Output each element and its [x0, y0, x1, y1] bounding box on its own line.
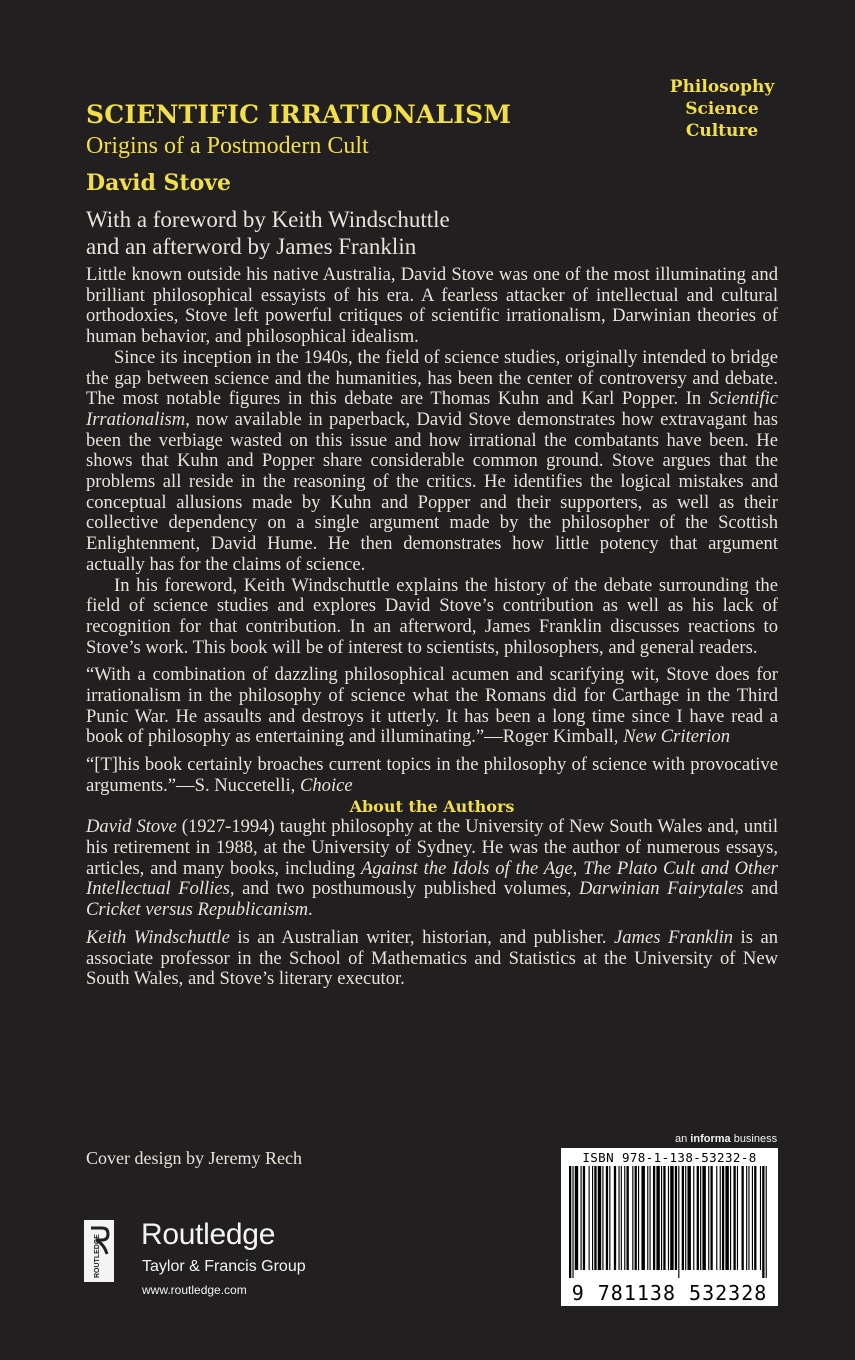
publisher-url: www.routledge.com — [142, 1283, 247, 1297]
review-source-1: New Criterion — [623, 726, 731, 748]
barcode-bar — [742, 1166, 744, 1270]
category-philosophy: Philosophy — [669, 77, 775, 97]
barcode-bar — [609, 1166, 610, 1270]
barcode-bar — [572, 1166, 573, 1278]
barcode-bar — [598, 1166, 601, 1270]
about-authors-heading: About the Authors — [349, 796, 515, 816]
barcode-bar — [678, 1166, 679, 1278]
barcode-bar — [710, 1166, 712, 1270]
barcode-bar — [589, 1166, 590, 1270]
barcode-bar — [602, 1166, 603, 1270]
barcode-bar — [656, 1166, 659, 1270]
barcode-bar — [725, 1166, 728, 1270]
barcode-bar — [606, 1166, 608, 1270]
barcode-bar — [748, 1166, 749, 1270]
logo-vertical-text: ROUTLEDGE — [94, 1234, 101, 1278]
category-science: Science — [685, 99, 759, 119]
foreword-line: With a foreword by Keith Windschuttle — [86, 207, 450, 232]
barcode-bar — [746, 1166, 747, 1270]
barcode-bar — [632, 1166, 633, 1270]
barcode-bar — [592, 1166, 593, 1270]
barcode-bar — [621, 1166, 622, 1270]
publisher-group: Taylor & Francis Group — [142, 1258, 306, 1275]
barcode-bar — [762, 1166, 764, 1278]
barcode-bar — [720, 1166, 721, 1270]
barcode-bar — [722, 1166, 724, 1270]
barcode-bar — [663, 1166, 665, 1270]
informa-tagline: an informa business — [675, 1133, 778, 1145]
about-windschuttle-franklin: Keith Windschuttle is an Australian writer, historian, and publisher. James Franklin is an associate professor in the School of Mathematics and Statistics at the University of New South Wales, and Stove’s literary executor. — [86, 926, 778, 990]
book-title-italic: Scientific Irrationalism — [86, 388, 778, 430]
barcode-bar — [627, 1166, 629, 1270]
barcode-bar — [661, 1166, 662, 1270]
book-title: SCIENTIFIC IRRATIONALISM — [86, 100, 512, 129]
barcode-bar — [675, 1166, 677, 1270]
barcode-bar — [687, 1166, 690, 1270]
barcode-bar — [700, 1166, 701, 1270]
barcode-bar — [716, 1166, 717, 1270]
afterword-line: and an afterword by James Franklin — [86, 234, 417, 259]
isbn-label: ISBN 978-1-138-53232-8 — [582, 1150, 757, 1165]
barcode-bar — [693, 1166, 694, 1270]
barcode-bar — [702, 1166, 705, 1270]
barcode-bar — [581, 1166, 582, 1270]
book-subtitle: Origins of a Postmodern Cult — [86, 133, 369, 159]
barcode-bar — [653, 1166, 655, 1270]
barcode-bar — [583, 1166, 585, 1270]
barcode-bar — [760, 1166, 761, 1270]
subject-categories — [627, 76, 777, 142]
description-paragraph-2: Since its inception in the 1940s, the field of science studies, originally intended to bridge the gap between science and the humanities, has been the center of controversy and debate. The most notable figures in this debate are Thomas Kuhn and Karl Popper. In Scientific Irrationalism, now available in paperback, David Stove demonstrates how extravagant has been the verbiage wasted on this issue and how irrational the combatants have been. He shows that Kuhn and Popper share considerable common ground. Stove argues that the problems all reside in the reasoning of the critics. He identifies the logical mistakes and conceptual allusions made by Kuhn and Popper and their supporters, as well as their collective dependency on a single argument made by the philosopher of the Scottish Enlightenment, David Hume. He then demonstrates how little potency that argument actually has for the claims of science. — [86, 346, 778, 575]
barcode-bar — [737, 1166, 738, 1270]
barcode-bar — [752, 1166, 753, 1270]
barcode-bar — [641, 1166, 644, 1270]
barcode-bar — [635, 1166, 637, 1270]
foreword-credit — [86, 206, 450, 260]
barcode-bar — [697, 1166, 699, 1270]
book-author: David Stove — [86, 170, 232, 196]
review-source-2: Choice — [299, 774, 353, 796]
barcode-bar — [575, 1166, 578, 1270]
barcode-bar — [766, 1166, 767, 1278]
barcode-bar — [647, 1166, 648, 1270]
barcode-bar — [682, 1166, 684, 1270]
category-culture: Culture — [685, 121, 759, 141]
back-cover-text — [86, 265, 778, 990]
barcode-bar — [754, 1166, 756, 1270]
barcode-bar — [670, 1166, 673, 1270]
isbn-barcode — [561, 1148, 778, 1306]
publisher-name: Routledge — [141, 1218, 276, 1251]
barcode-bar — [614, 1166, 616, 1270]
barcode-bar — [594, 1166, 596, 1270]
description-paragraph-3: In his foreword, Keith Windschuttle explains the history of the debate surrounding the field of science studies and explores David Stove’s contribution as well as his lack of recognition for that contribution. In an afterword, James Franklin discusses reactions to Stove’s work. This book will be of interest to scientists, philosophers, and general readers. — [86, 574, 778, 658]
routledge-logo-icon — [84, 1220, 114, 1282]
review-quote-1: “With a combination of dazzling philosophical acumen and scarifying wit, Stove does for irrationalism in the philosophy of science what the Romans did for Carthage in the Third Punic War. He assaults and destroys it utterly. It has been a long time since I have read a book of philosophy as entertaining and illuminating.”—Roger Kimball, New Criterion — [86, 664, 778, 748]
about-stove: David Stove (1927-1994) taught philosophy at the University of New South Wales and, until his retirement in 1988, at the University of Sydney. He was the author of numerous essays, articles, and many books, including Against the Idols of the Age, The Plato Cult and Other Intellectual Follies, and two posthumously published volumes, Darwinian Fairytales and Cricket versus Republicanism. — [86, 816, 779, 921]
review-quote-2: “[T]his book certainly broaches current topics in the philosophy of science with provocative arguments.”—S. Nuccetelli, Choice — [86, 754, 778, 796]
cover-design-credit: Cover design by Jeremy Rech — [86, 1148, 302, 1168]
barcode-icon — [567, 1166, 772, 1278]
barcode-bar — [685, 1166, 686, 1270]
barcode-bar — [730, 1166, 731, 1270]
barcode-bar — [668, 1166, 669, 1270]
description-paragraph-1: Little known outside his native Australia, David Stove was one of the most illuminating and brilliant philosophical essayists of his era. A fearless attacker of intellectual and cultural orthodoxies, Stove left powerful critiques of scientific irrationalism, Darwinian theories of human behavior, and philosophical idealism. — [86, 264, 778, 348]
barcode-bar — [638, 1166, 639, 1270]
barcode-bar — [733, 1166, 735, 1270]
barcode-bar — [708, 1166, 709, 1270]
isbn-digits: 9 781138 532328 — [571, 1281, 768, 1305]
barcode-bar — [624, 1166, 625, 1270]
barcode-bar — [618, 1166, 619, 1270]
barcode-bar — [569, 1166, 571, 1278]
barcode-bar — [650, 1166, 651, 1270]
